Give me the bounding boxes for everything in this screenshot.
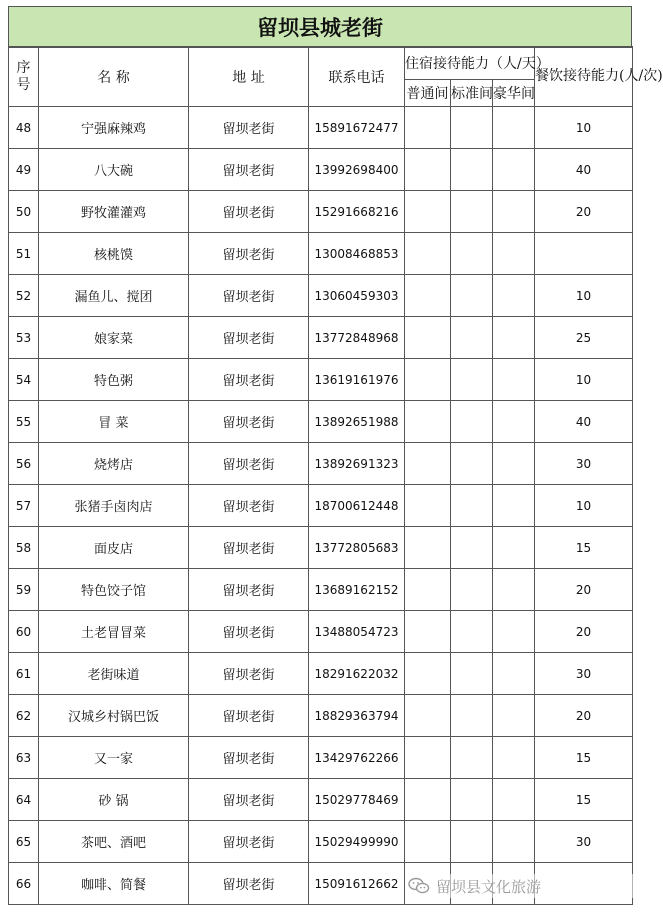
cell-room-standard bbox=[451, 821, 493, 863]
cell-address: 留坝老街 bbox=[189, 191, 309, 233]
cell-seq: 53 bbox=[9, 317, 39, 359]
header-seq: 序号 bbox=[9, 47, 39, 107]
cell-name: 面皮店 bbox=[39, 527, 189, 569]
cell-room-ordinary bbox=[405, 569, 451, 611]
cell-phone: 13772805683 bbox=[309, 527, 405, 569]
cell-room-ordinary bbox=[405, 401, 451, 443]
cell-room-standard bbox=[451, 233, 493, 275]
cell-name: 汉城乡村锅巴饭 bbox=[39, 695, 189, 737]
table-row bbox=[9, 737, 633, 779]
cell-name: 八大碗 bbox=[39, 149, 189, 191]
cell-seq: 54 bbox=[9, 359, 39, 401]
cell-phone: 13619161976 bbox=[309, 359, 405, 401]
cell-room-standard bbox=[451, 191, 493, 233]
cell-room-deluxe bbox=[493, 653, 535, 695]
cell-address: 留坝老街 bbox=[189, 107, 309, 149]
cell-room-standard bbox=[451, 443, 493, 485]
cell-name: 娘家菜 bbox=[39, 317, 189, 359]
cell-name: 特色饺子馆 bbox=[39, 569, 189, 611]
cell-room-standard bbox=[451, 737, 493, 779]
cell-room-deluxe bbox=[493, 191, 535, 233]
cell-seq: 49 bbox=[9, 149, 39, 191]
header-lodging: 住宿接待能力（人/天） bbox=[405, 47, 535, 80]
table-row bbox=[9, 233, 633, 275]
cell-seq: 64 bbox=[9, 779, 39, 821]
cell-dining: 40 bbox=[535, 401, 633, 443]
cell-room-ordinary bbox=[405, 191, 451, 233]
cell-dining: 30 bbox=[535, 821, 633, 863]
table-row bbox=[9, 779, 633, 821]
cell-name: 茶吧、酒吧 bbox=[39, 821, 189, 863]
table-row bbox=[9, 611, 633, 653]
cell-room-ordinary bbox=[405, 485, 451, 527]
cell-address: 留坝老街 bbox=[189, 359, 309, 401]
cell-dining: 30 bbox=[535, 443, 633, 485]
cell-room-ordinary bbox=[405, 233, 451, 275]
cell-dining: 20 bbox=[535, 191, 633, 233]
header-name: 名 称 bbox=[39, 47, 189, 107]
cell-phone: 18829363794 bbox=[309, 695, 405, 737]
cell-dining bbox=[535, 233, 633, 275]
cell-room-ordinary bbox=[405, 149, 451, 191]
table-row bbox=[9, 569, 633, 611]
cell-address: 留坝老街 bbox=[189, 317, 309, 359]
cell-seq: 57 bbox=[9, 485, 39, 527]
cell-name: 漏鱼儿、搅团 bbox=[39, 275, 189, 317]
table-body bbox=[9, 107, 633, 905]
cell-phone: 13008468853 bbox=[309, 233, 405, 275]
cell-dining: 30 bbox=[535, 653, 633, 695]
cell-dining: 40 bbox=[535, 149, 633, 191]
cell-phone: 18291622032 bbox=[309, 653, 405, 695]
cell-address: 留坝老街 bbox=[189, 149, 309, 191]
cell-dining: 20 bbox=[535, 569, 633, 611]
cell-phone: 15091612662 bbox=[309, 863, 405, 905]
cell-room-deluxe bbox=[493, 569, 535, 611]
cell-room-ordinary bbox=[405, 779, 451, 821]
cell-name: 野牧灌灌鸡 bbox=[39, 191, 189, 233]
cell-room-ordinary bbox=[405, 821, 451, 863]
cell-dining: 20 bbox=[535, 695, 633, 737]
cell-phone: 13772848968 bbox=[309, 317, 405, 359]
cell-seq: 61 bbox=[9, 653, 39, 695]
cell-room-deluxe bbox=[493, 275, 535, 317]
cell-room-ordinary bbox=[405, 317, 451, 359]
cell-phone: 15891672477 bbox=[309, 107, 405, 149]
cell-room-deluxe bbox=[493, 611, 535, 653]
header-phone: 联系电话 bbox=[309, 47, 405, 107]
cell-room-deluxe bbox=[493, 485, 535, 527]
header-address: 地 址 bbox=[189, 47, 309, 107]
cell-address: 留坝老街 bbox=[189, 569, 309, 611]
table-row bbox=[9, 653, 633, 695]
cell-room-deluxe bbox=[493, 401, 535, 443]
cell-room-standard bbox=[451, 149, 493, 191]
cell-address: 留坝老街 bbox=[189, 611, 309, 653]
cell-name: 又一家 bbox=[39, 737, 189, 779]
cell-room-ordinary bbox=[405, 611, 451, 653]
cell-phone: 13429762266 bbox=[309, 737, 405, 779]
cell-address: 留坝老街 bbox=[189, 485, 309, 527]
cell-phone: 13689162152 bbox=[309, 569, 405, 611]
cell-name: 核桃馍 bbox=[39, 233, 189, 275]
cell-room-standard bbox=[451, 779, 493, 821]
cell-room-standard bbox=[451, 695, 493, 737]
cell-phone: 15029499990 bbox=[309, 821, 405, 863]
cell-seq: 62 bbox=[9, 695, 39, 737]
table-row bbox=[9, 527, 633, 569]
cell-dining: 20 bbox=[535, 611, 633, 653]
cell-seq: 59 bbox=[9, 569, 39, 611]
cell-room-standard bbox=[451, 653, 493, 695]
table-row bbox=[9, 317, 633, 359]
cell-room-standard bbox=[451, 275, 493, 317]
header-room-standard: 标准间 bbox=[451, 80, 493, 107]
cell-room-ordinary bbox=[405, 653, 451, 695]
cell-room-ordinary bbox=[405, 359, 451, 401]
cell-seq: 60 bbox=[9, 611, 39, 653]
cell-name: 烧烤店 bbox=[39, 443, 189, 485]
cell-phone: 18700612448 bbox=[309, 485, 405, 527]
cell-dining: 15 bbox=[535, 737, 633, 779]
cell-address: 留坝老街 bbox=[189, 779, 309, 821]
cell-name: 冒 菜 bbox=[39, 401, 189, 443]
table-row bbox=[9, 359, 633, 401]
cell-address: 留坝老街 bbox=[189, 737, 309, 779]
table-row bbox=[9, 275, 633, 317]
cell-phone: 15029778469 bbox=[309, 779, 405, 821]
cell-address: 留坝老街 bbox=[189, 401, 309, 443]
cell-name: 宁强麻辣鸡 bbox=[39, 107, 189, 149]
cell-room-standard bbox=[451, 401, 493, 443]
cell-seq: 55 bbox=[9, 401, 39, 443]
table-row bbox=[9, 695, 633, 737]
cell-name: 咖啡、简餐 bbox=[39, 863, 189, 905]
cell-room-standard bbox=[451, 317, 493, 359]
cell-seq: 58 bbox=[9, 527, 39, 569]
table-title: 留坝县城老街 bbox=[8, 6, 632, 48]
cell-address: 留坝老街 bbox=[189, 863, 309, 905]
cell-name: 老街味道 bbox=[39, 653, 189, 695]
cell-address: 留坝老街 bbox=[189, 275, 309, 317]
cell-seq: 48 bbox=[9, 107, 39, 149]
cell-room-standard bbox=[451, 359, 493, 401]
table-row bbox=[9, 485, 633, 527]
cell-phone: 15291668216 bbox=[309, 191, 405, 233]
cell-seq: 56 bbox=[9, 443, 39, 485]
cell-room-standard bbox=[451, 485, 493, 527]
cell-room-deluxe bbox=[493, 359, 535, 401]
cell-dining: 15 bbox=[535, 527, 633, 569]
cell-room-ordinary bbox=[405, 107, 451, 149]
cell-room-standard bbox=[451, 107, 493, 149]
cell-room-deluxe bbox=[493, 695, 535, 737]
table-row bbox=[9, 107, 633, 149]
cell-dining: 10 bbox=[535, 359, 633, 401]
cell-room-deluxe bbox=[493, 821, 535, 863]
cell-dining: 25 bbox=[535, 317, 633, 359]
cell-room-standard bbox=[451, 611, 493, 653]
cell-room-deluxe bbox=[493, 317, 535, 359]
header-room-deluxe: 豪华间 bbox=[493, 80, 535, 107]
cell-room-ordinary bbox=[405, 695, 451, 737]
cell-name: 砂 锅 bbox=[39, 779, 189, 821]
cell-room-ordinary bbox=[405, 275, 451, 317]
cell-room-ordinary bbox=[405, 527, 451, 569]
cell-seq: 66 bbox=[9, 863, 39, 905]
cell-room-deluxe bbox=[493, 443, 535, 485]
cell-room-standard bbox=[451, 527, 493, 569]
cell-seq: 52 bbox=[9, 275, 39, 317]
cell-room-deluxe bbox=[493, 149, 535, 191]
wechat-icon bbox=[408, 877, 430, 895]
cell-dining: 15 bbox=[535, 779, 633, 821]
cell-room-deluxe bbox=[493, 107, 535, 149]
cell-address: 留坝老街 bbox=[189, 527, 309, 569]
cell-seq: 63 bbox=[9, 737, 39, 779]
cell-name: 张猪手卤肉店 bbox=[39, 485, 189, 527]
business-table bbox=[8, 46, 663, 905]
cell-address: 留坝老街 bbox=[189, 653, 309, 695]
cell-room-deluxe bbox=[493, 779, 535, 821]
cell-phone: 13892691323 bbox=[309, 443, 405, 485]
cell-seq: 50 bbox=[9, 191, 39, 233]
cell-dining: 10 bbox=[535, 107, 633, 149]
cell-room-deluxe bbox=[493, 233, 535, 275]
cell-address: 留坝老街 bbox=[189, 443, 309, 485]
cell-phone: 13892651988 bbox=[309, 401, 405, 443]
table-row bbox=[9, 401, 633, 443]
header-dining: 餐饮接待能力(人/次) bbox=[535, 47, 633, 107]
cell-dining: 10 bbox=[535, 485, 633, 527]
table-row bbox=[9, 191, 633, 233]
cell-name: 特色粥 bbox=[39, 359, 189, 401]
cell-address: 留坝老街 bbox=[189, 821, 309, 863]
table-row bbox=[9, 821, 633, 863]
table-row bbox=[9, 149, 633, 191]
watermark bbox=[408, 874, 634, 898]
cell-seq: 51 bbox=[9, 233, 39, 275]
cell-room-deluxe bbox=[493, 527, 535, 569]
cell-name: 土老冒冒菜 bbox=[39, 611, 189, 653]
cell-address: 留坝老街 bbox=[189, 233, 309, 275]
cell-phone: 13488054723 bbox=[309, 611, 405, 653]
cell-phone: 13060459303 bbox=[309, 275, 405, 317]
cell-room-standard bbox=[451, 569, 493, 611]
cell-room-ordinary bbox=[405, 737, 451, 779]
cell-room-ordinary bbox=[405, 443, 451, 485]
cell-address: 留坝老街 bbox=[189, 695, 309, 737]
cell-room-deluxe bbox=[493, 737, 535, 779]
cell-phone: 13992698400 bbox=[309, 149, 405, 191]
cell-dining: 10 bbox=[535, 275, 633, 317]
watermark-text: 留坝县文化旅游 bbox=[436, 877, 542, 896]
cell-seq: 65 bbox=[9, 821, 39, 863]
table-row bbox=[9, 443, 633, 485]
header-room-ordinary: 普通间 bbox=[405, 80, 451, 107]
